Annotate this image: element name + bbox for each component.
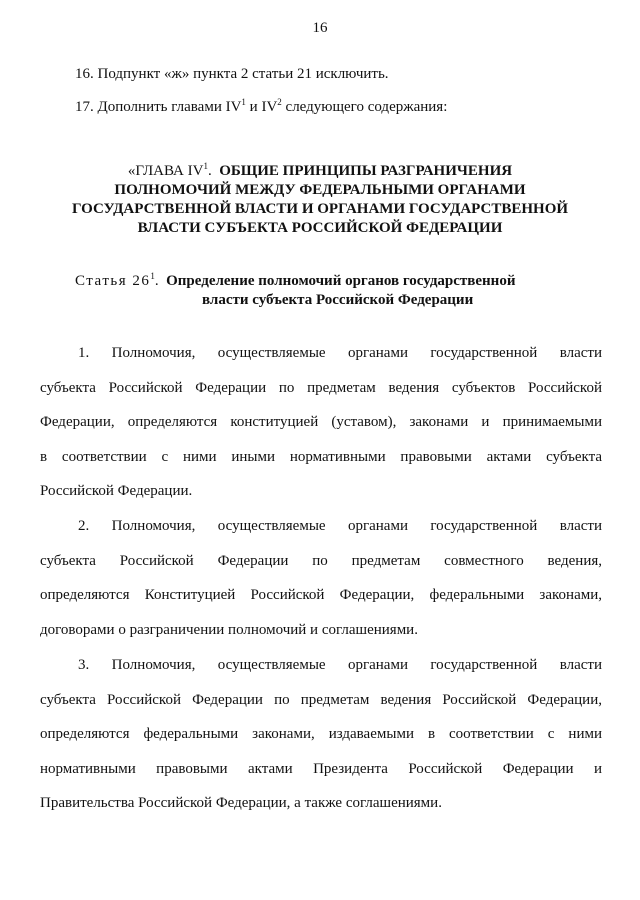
- paragraph-line: определяются Конституцией Российской Федерации, федеральными законами,: [40, 587, 602, 604]
- item-16-text: 16. Подпункт «ж» пункта 2 статьи 21 исключить.: [75, 66, 389, 82]
- item-17-sup2: 2: [277, 97, 282, 107]
- chapter-heading: [30, 162, 610, 238]
- paragraph-line: нормативными правовыми актами Президента Российской Федерации и: [40, 760, 602, 777]
- paragraph-line: Федерации, определяются конституцией (уставом), законами и принимаемыми: [40, 414, 602, 431]
- paragraph-1: [40, 344, 602, 517]
- chapter-sup: 1: [203, 161, 208, 171]
- article-title-line-2: власти субъекта Российской Федерации: [202, 292, 474, 308]
- article-title-line-1: Определение полномочий органов государственной: [166, 273, 516, 289]
- article-sup: 1: [150, 271, 155, 281]
- item-17-text: [75, 99, 447, 116]
- chapter-title-line-2: ПОЛНОМОЧИЙ МЕЖДУ ФЕДЕРАЛЬНЫМИ ОРГАНАМИ: [114, 182, 526, 198]
- article-label: Статья 26: [75, 273, 151, 289]
- paragraph-line: договорами о разграничении полномочий и соглашениями.: [40, 621, 418, 638]
- paragraph-line: определяются федеральными законами, издаваемыми в соответствии с ними: [40, 726, 602, 743]
- chapter-dot: .: [207, 163, 212, 179]
- chapter-title-line-1: ОБЩИЕ ПРИНЦИПЫ РАЗГРАНИЧЕНИЯ: [219, 163, 513, 179]
- item-17-sup1: 1: [241, 97, 246, 107]
- paragraph-line: субъекта Российской Федерации по предметам ведения субъектов Российской: [40, 379, 602, 396]
- paragraph-line: 1. Полномочия, осуществляемые органами государственной власти: [78, 345, 602, 361]
- item-17-middle: и IV: [245, 99, 278, 115]
- article-heading: [75, 272, 595, 310]
- paragraph-2: [40, 517, 602, 655]
- chapter-prefix: «ГЛАВА IV: [127, 163, 204, 179]
- paragraph-line: 2. Полномочия, осуществляемые органами государственной власти: [78, 518, 602, 534]
- article-dot: .: [154, 273, 159, 289]
- paragraph-line: субъекта Российской Федерации по предметам ведения Российской Федерации,: [40, 691, 602, 708]
- paragraph-line: субъекта Российской Федерации по предметам совместного ведения,: [40, 552, 602, 569]
- paragraph-line: Правительства Российской Федерации, а также соглашениями.: [40, 795, 442, 812]
- chapter-title-line-3: ГОСУДАРСТВЕННОЙ ВЛАСТИ И ОРГАНАМИ ГОСУДАРСТВЕННОЙ: [71, 201, 569, 217]
- paragraph-line: Российской Федерации.: [40, 483, 193, 500]
- paragraph-line: в соответствии с ними иными нормативными правовыми актами субъекта: [40, 448, 602, 465]
- paragraph-3: [40, 656, 602, 829]
- paragraph-line: 3. Полномочия, осуществляемые органами государственной власти: [78, 657, 602, 673]
- item-17-prefix: 17. Дополнить главами IV: [75, 99, 242, 115]
- page-number: 16: [312, 20, 328, 36]
- chapter-title-line-4: ВЛАСТИ СУБЪЕКТА РОССИЙСКОЙ ФЕДЕРАЦИИ: [137, 220, 503, 236]
- item-17-suffix: следующего содержания:: [281, 99, 448, 115]
